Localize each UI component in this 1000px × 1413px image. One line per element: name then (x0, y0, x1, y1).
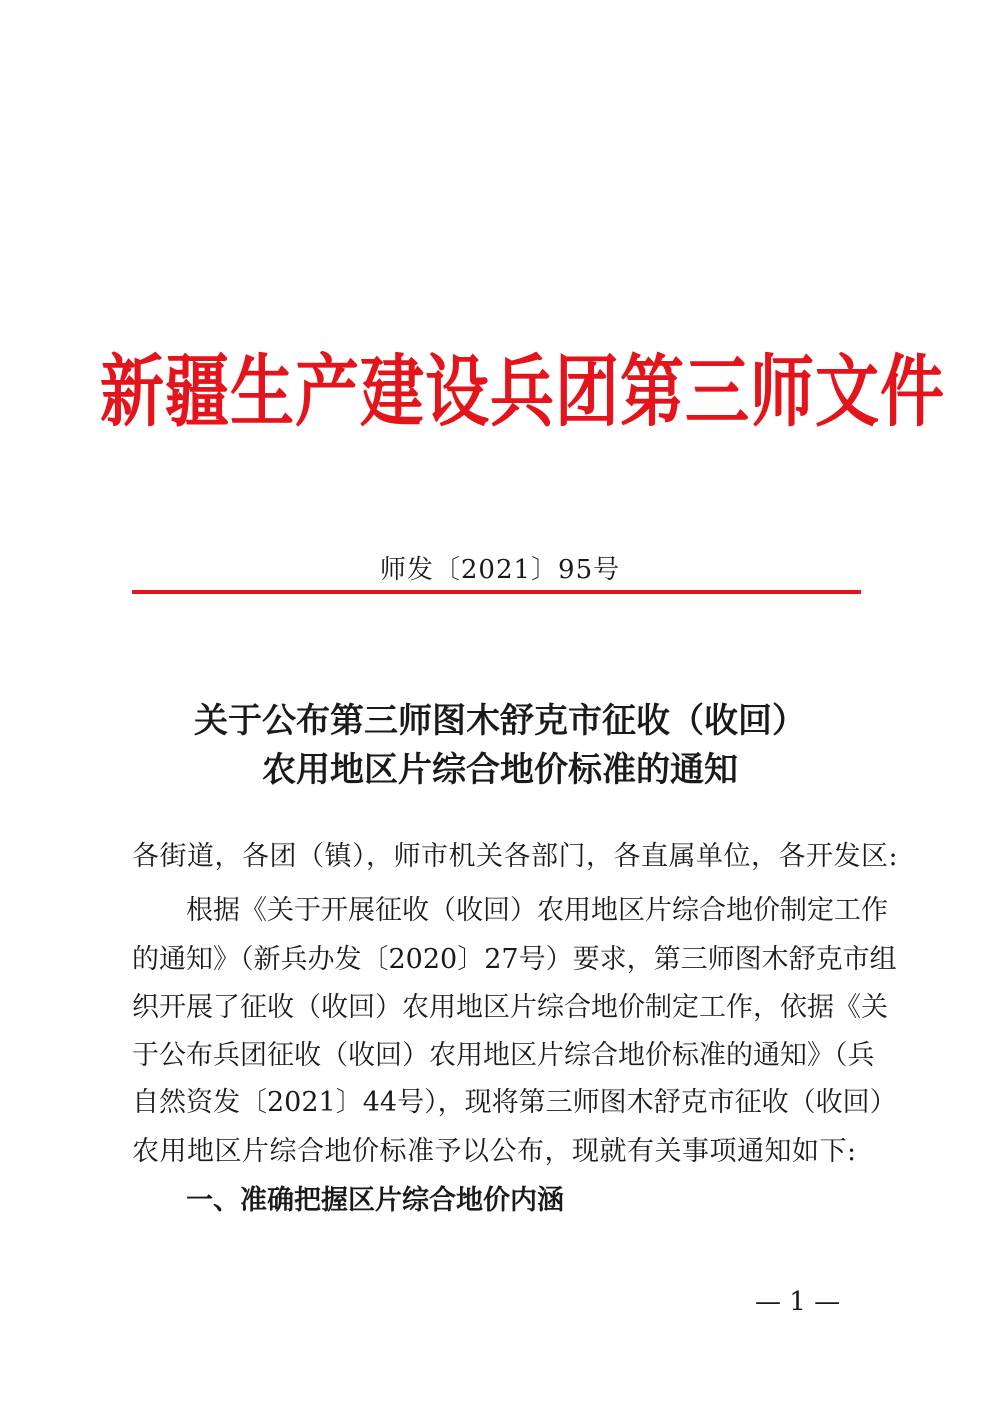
paragraph-line: 织开展了征收（收回）农用地区片综合地价制定工作，依据《关 (132, 992, 888, 1023)
notice-title-line-2: 农用地区片综合地价标准的通知 (262, 750, 738, 790)
paragraph-line: 根据《关于开展征收（收回）农用地区片综合地价制定工作 (186, 895, 888, 926)
page-number: — 1 — (755, 1287, 841, 1317)
document-issuer-title: 新疆生产建设兵团第三师文件 (100, 347, 945, 439)
addressee-line: 各街道，各团（镇），师市机关各部门，各直属单位，各开发区: (132, 841, 899, 872)
red-divider-line (132, 590, 861, 594)
paragraph-line: 自然资发〔2021〕44号），现将第三师图木舒克市征收（收回） (132, 1087, 897, 1118)
paragraph-line: 的通知》（新兵办发〔2020〕27号）要求，第三师图木舒克市组 (132, 944, 897, 975)
paragraph-line: 于公布兵团征收（收回）农用地区片综合地价标准的通知》（兵 (132, 1040, 875, 1071)
notice-title-line-1: 关于公布第三师图木舒克市征收（收回） (194, 701, 806, 741)
section-heading: 一、准确把握区片综合地价内涵 (186, 1185, 564, 1216)
document-number: 师发〔2021〕95号 (379, 555, 621, 585)
paragraph-line: 农用地区片综合地价标准予以公布，现就有关事项通知如下: (132, 1136, 857, 1167)
